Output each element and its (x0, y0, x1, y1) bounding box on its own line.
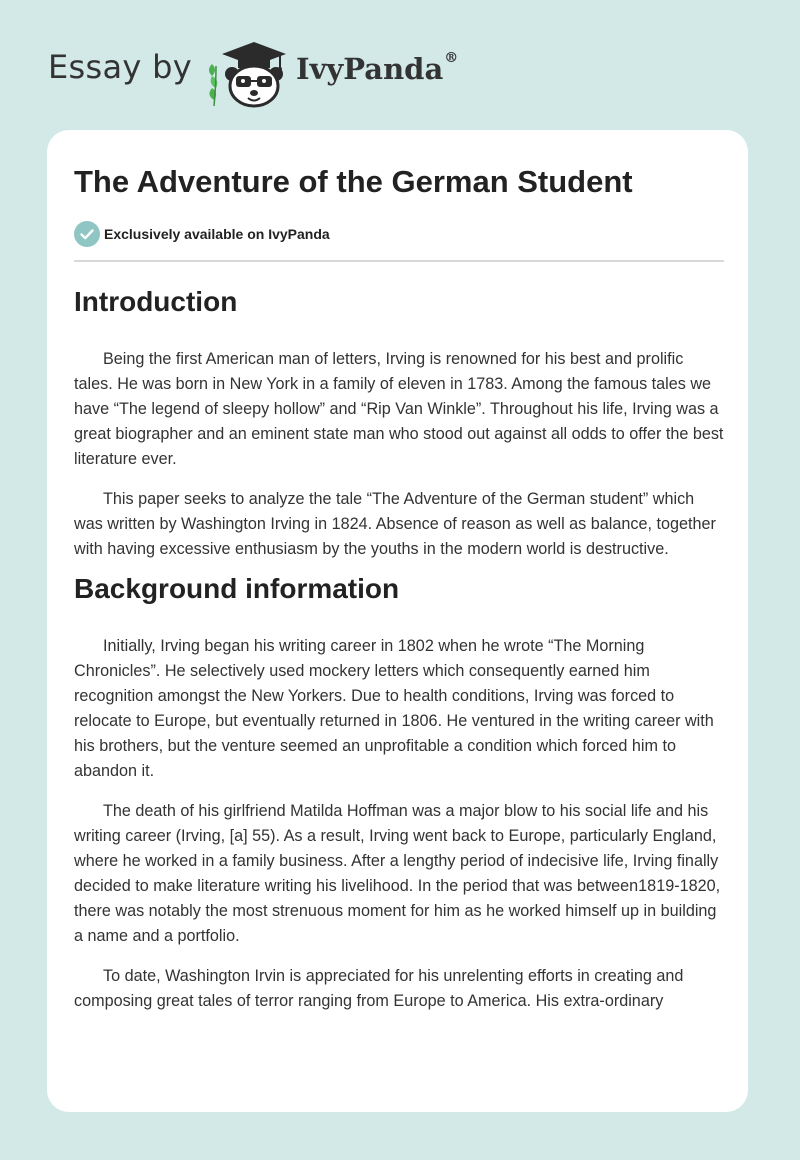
section-heading: Background information (74, 573, 400, 604)
page-title: The Adventure of the German Student (74, 164, 633, 199)
essay-card (47, 130, 748, 1112)
panda-graduate-icon (202, 36, 292, 108)
ivy-leaf-icon (209, 64, 217, 106)
check-circle-icon (74, 221, 100, 247)
divider (74, 260, 724, 262)
brand-text: IvyPanda (296, 52, 444, 86)
essay-by-label: Essay by (48, 48, 192, 86)
paragraph: Initially, Irving began his writing career in 1802 when he wrote “The Morning Chronicles”. He selectively used mockery letters which consequently earned him recognition amongst the New Yorkers. Due to health conditions, Irving was forced to relocate to Europe, but eventually returned in 1806. He ventured in the writing career with his brothers, but the venture seemed an unprofitable a condition which forced him to abandon it. (74, 637, 714, 780)
section-heading: Introduction (74, 286, 238, 317)
paragraph: The death of his girlfriend Matilda Hoffman was a major blow to his social life and his writing career (Irving, [a] 55). As a result, Irving went back to Europe, particularly England, where he worked in a family business. After a lengthy period of indecisive life, Irving finally decided to make literature writing his livelihood. In the period that was between1819-1820, there was notably the most strenuous moment for him as he worked himself up in building a name and a portfolio. (74, 802, 721, 945)
site-header (48, 30, 548, 110)
paragraph: This paper seeks to analyze the tale “The Adventure of the German student” which was written by Washington Irving in 1824. Absence of reason as well as balance, together with having excessive enthusiasm by the youths in the modern world is destructive. (74, 490, 716, 558)
brand-name (296, 52, 458, 86)
paragraph: Being the first American man of letters, Irving is renowned for his best and prolific tales. He was born in New York in a family of eleven in 1783. Among the famous tales we have “The legend of sleepy hollow” and “Rip Van Winkle”. Throughout his life, Irving was a great biographer and an eminent state man who stood out against all odds to offer the best literature ever. (74, 350, 724, 468)
paragraph: To date, Washington Irvin is appreciated for his unrelenting efforts in creating and composing great tales of terror ranging from Europe to America. His extra-ordinary (74, 967, 684, 1010)
registered-mark: ® (444, 50, 459, 66)
badge-label: Exclusively available on IvyPanda (104, 226, 330, 242)
essay-body (74, 280, 724, 1029)
exclusive-badge (74, 221, 330, 247)
